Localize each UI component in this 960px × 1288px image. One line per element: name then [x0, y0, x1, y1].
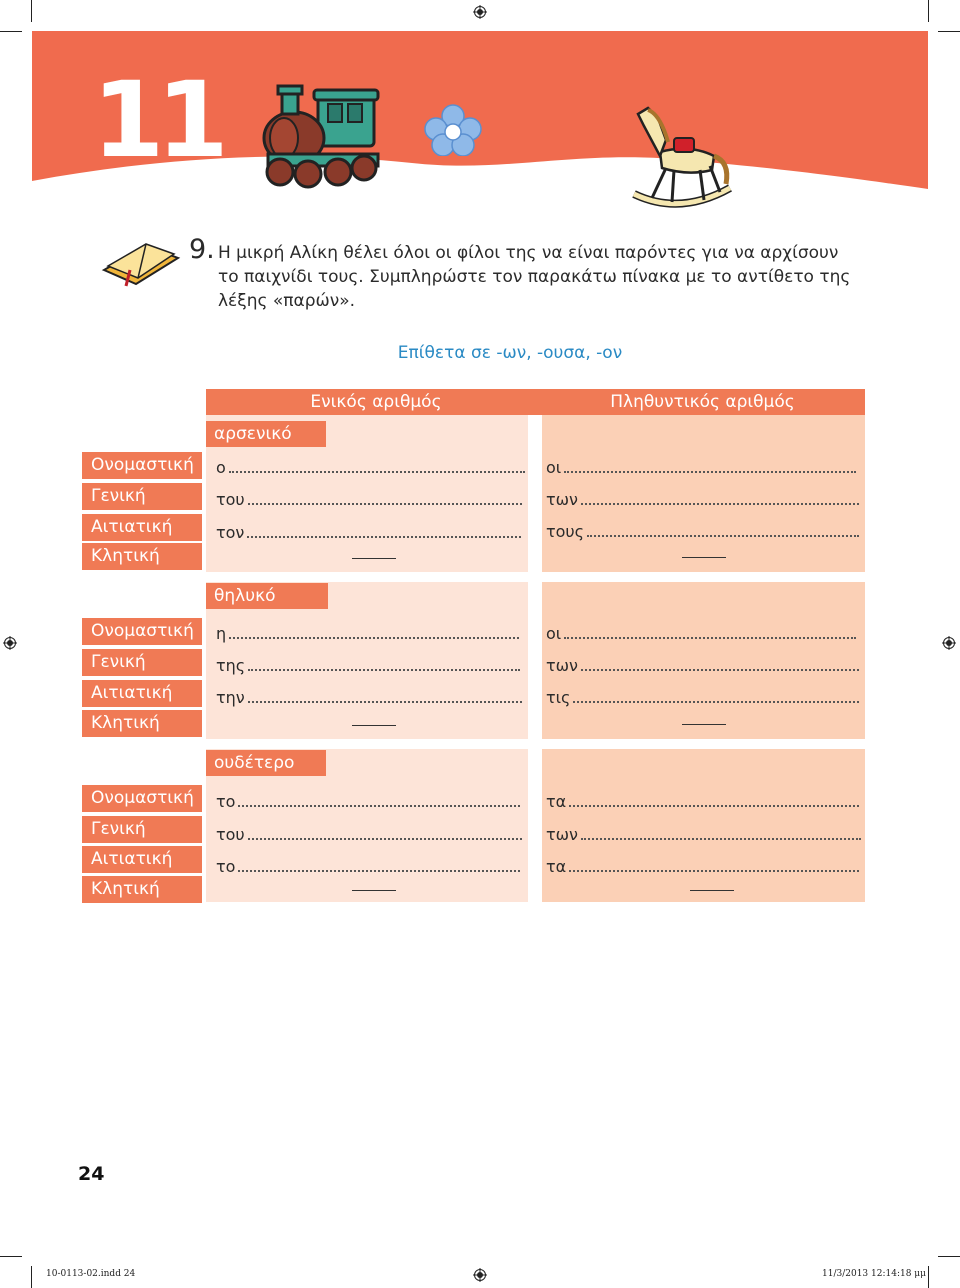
flower-icon — [424, 104, 482, 156]
case-label: Κλητική — [82, 876, 202, 903]
table-title: Επίθετα σε -ων, -ουσα, -ον — [397, 343, 623, 363]
article: τα — [546, 792, 567, 811]
case-label: Γενική — [82, 649, 202, 676]
fill-in-row[interactable] — [216, 458, 525, 478]
fill-in-row[interactable] — [216, 825, 522, 845]
crop-mark — [928, 1266, 929, 1288]
article: την — [216, 688, 245, 707]
fill-in-row[interactable] — [216, 688, 522, 708]
exercise-number: 9. — [189, 234, 215, 265]
article: του — [216, 825, 245, 844]
fill-in-row[interactable] — [546, 857, 859, 877]
slug-file: 10-0113-02.indd 24 — [46, 1269, 136, 1279]
vocative-blank[interactable] — [352, 558, 396, 559]
fill-in-row[interactable] — [216, 490, 522, 510]
article: η — [216, 624, 227, 643]
fill-in-row[interactable] — [216, 857, 520, 877]
fill-in-row[interactable] — [546, 490, 859, 510]
fill-in-row[interactable] — [216, 792, 520, 812]
fill-in-row[interactable] — [546, 792, 859, 812]
fill-in-row[interactable] — [546, 458, 856, 478]
vocative-blank[interactable] — [682, 557, 726, 558]
article: τον — [216, 523, 245, 542]
fill-in-row[interactable] — [546, 688, 859, 708]
registration-mark-icon — [473, 1268, 487, 1282]
case-label: Γενική — [82, 816, 202, 843]
case-label: Κλητική — [82, 543, 202, 570]
chapter-number: 11 — [92, 59, 221, 181]
fill-in-row[interactable] — [546, 522, 859, 542]
case-label: Αιτιατική — [82, 514, 202, 541]
fill-in-row[interactable] — [546, 624, 856, 644]
toy-train-icon — [258, 82, 386, 192]
case-label: Αιτιατική — [82, 680, 202, 707]
fill-in-row[interactable] — [216, 523, 521, 543]
case-label: Ονομαστική — [82, 785, 202, 812]
article: τους — [546, 522, 585, 541]
article: των — [546, 490, 578, 509]
case-label: Ονομαστική — [82, 618, 202, 645]
vocative-blank[interactable] — [690, 890, 734, 891]
fill-in-row[interactable] — [546, 825, 861, 845]
article: το — [216, 792, 236, 811]
gender-label-feminine: θηλυκό — [206, 583, 328, 609]
crop-mark — [31, 0, 32, 22]
crop-mark — [0, 1256, 22, 1257]
article: των — [546, 825, 578, 844]
case-label: Κλητική — [82, 710, 202, 737]
article: τις — [546, 688, 571, 707]
book-icon — [100, 240, 182, 288]
article: ο — [216, 458, 226, 477]
article: το — [216, 857, 236, 876]
page-number: 24 — [78, 1163, 105, 1185]
article: οι — [546, 458, 562, 477]
crop-mark — [938, 1256, 960, 1257]
crop-mark — [31, 1266, 32, 1288]
article: τα — [546, 857, 567, 876]
registration-mark-icon — [3, 636, 17, 650]
case-label: Ονομαστική — [82, 452, 202, 479]
singular-header: Ενικός αριθμός — [206, 389, 546, 415]
fill-in-row[interactable] — [216, 624, 519, 644]
crop-mark — [938, 31, 960, 32]
vocative-blank[interactable] — [352, 890, 396, 891]
slug-timestamp: 11/3/2013 12:14:18 μμ — [822, 1269, 926, 1279]
article: οι — [546, 624, 562, 643]
case-label: Αιτιατική — [82, 846, 202, 873]
exercise-instructions: Η μικρή Αλίκη θέλει όλοι οι φίλοι της να είναι παρόντες για να αρχίσουν το παιχνίδι τους. Συμπληρώστε τον παρακάτω πίνακα με το αντίθετο της λέξης «παρών». — [218, 243, 851, 311]
gender-label-neuter: ουδέτερο — [206, 750, 326, 776]
crop-mark — [928, 0, 929, 22]
article: της — [216, 656, 246, 675]
crop-mark — [0, 31, 22, 32]
gender-label-masculine: αρσενικό — [206, 421, 326, 447]
registration-mark-icon — [473, 5, 487, 19]
vocative-blank[interactable] — [682, 724, 726, 725]
rocking-horse-icon — [630, 104, 734, 214]
fill-in-row[interactable] — [216, 656, 520, 676]
article: του — [216, 490, 245, 509]
plural-header: Πληθυντικός αριθμός — [540, 389, 865, 415]
registration-mark-icon — [942, 636, 956, 650]
vocative-blank[interactable] — [352, 725, 396, 726]
fill-in-row[interactable] — [546, 656, 859, 676]
article: των — [546, 656, 578, 675]
case-label: Γενική — [82, 483, 202, 510]
